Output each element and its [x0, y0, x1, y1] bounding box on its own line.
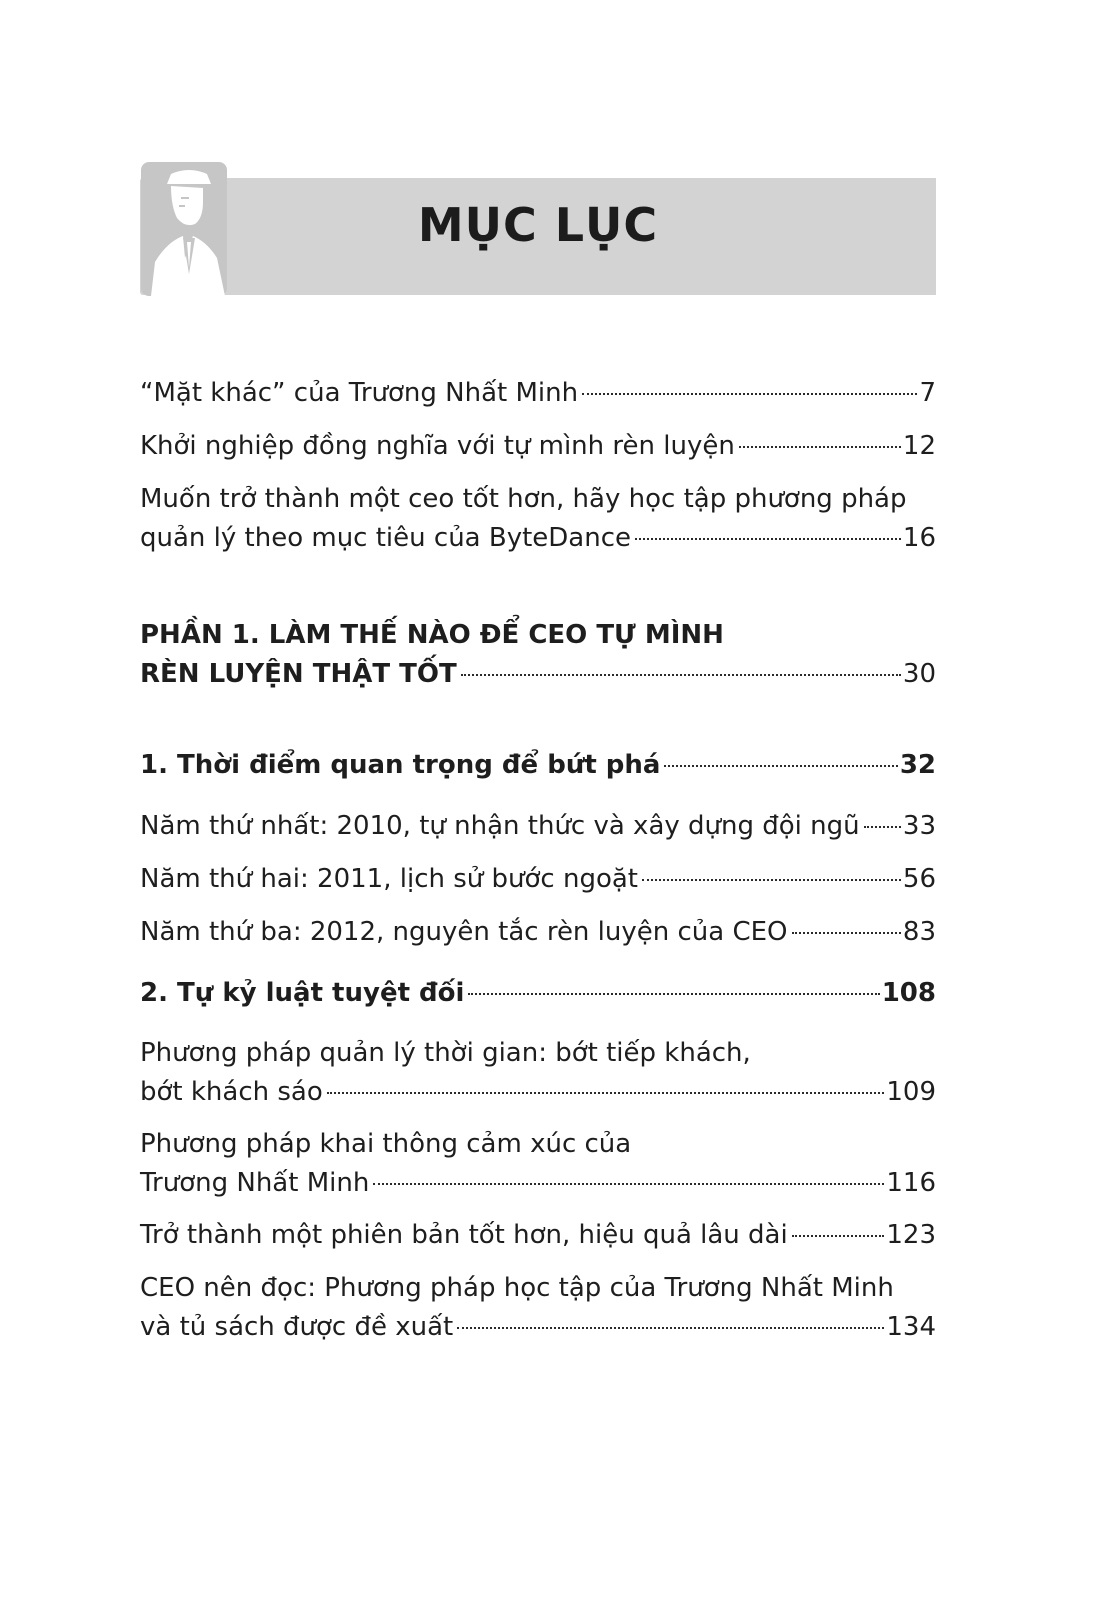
toc-entry[interactable] — [140, 427, 936, 466]
toc-entry-title: quản lý theo mục tiêu của ByteDance — [140, 523, 632, 553]
toc-page-number: 30 — [902, 659, 936, 689]
toc-entry-title: Trương Nhất Minh — [140, 1168, 370, 1198]
toc-entry-title-line: Phương pháp khai thông cảm xúc của — [140, 1129, 632, 1159]
dot-leader — [739, 446, 901, 448]
toc-entry[interactable] — [140, 807, 936, 846]
toc-entry[interactable] — [140, 860, 936, 899]
page-title: MỤC LỤC — [417, 198, 659, 252]
toc-page-number: 12 — [902, 431, 936, 461]
toc-page-number: 109 — [886, 1077, 936, 1107]
toc-page-number: 16 — [902, 523, 936, 553]
toc-entry-title: Năm thứ nhất: 2010, tự nhận thức và xây dựng đội ngũ — [140, 811, 860, 841]
toc-entry-title: 2. Tự kỷ luật tuyệt đối — [140, 978, 465, 1008]
toc-entry-title: RÈN LUYỆN THẬT TỐT — [140, 659, 457, 689]
toc-entry-title-line: PHẦN 1. LÀM THẾ NÀO ĐỂ CEO TỰ MÌNH — [140, 620, 724, 650]
dot-leader — [864, 826, 901, 828]
dot-leader — [582, 393, 917, 395]
toc-page-number: 134 — [886, 1312, 936, 1342]
toc-entry[interactable] — [140, 1269, 936, 1347]
dot-leader — [373, 1183, 884, 1185]
toc-page-number: 123 — [886, 1220, 936, 1250]
toc-chapter-heading[interactable] — [140, 974, 936, 1013]
toc-page-number: 7 — [919, 378, 936, 408]
dot-leader — [642, 879, 901, 881]
toc-entry-title-line: CEO nên đọc: Phương pháp học tập của Trương Nhất Minh — [140, 1273, 894, 1303]
toc-entry[interactable] — [140, 374, 936, 413]
dot-leader — [792, 932, 901, 934]
toc-entry-title: 1. Thời điểm quan trọng để bứt phá — [140, 750, 661, 780]
toc-page-number: 83 — [902, 917, 936, 947]
toc-entry-title: Khởi nghiệp đồng nghĩa với tự mình rèn luyện — [140, 431, 735, 461]
toc-entry-title: bớt khách sáo — [140, 1077, 323, 1107]
toc-page-number: 108 — [881, 978, 936, 1008]
toc-entry-title-line: Phương pháp quản lý thời gian: bớt tiếp khách, — [140, 1038, 751, 1068]
toc-entry-title: Trở thành một phiên bản tốt hơn, hiệu quả lâu dài — [140, 1220, 788, 1250]
toc-page-number: 116 — [886, 1168, 936, 1198]
toc-page-number: 32 — [899, 750, 936, 780]
toc-entry-title: Năm thứ ba: 2012, nguyên tắc rèn luyện của CEO — [140, 917, 788, 947]
toc-entry[interactable] — [140, 913, 936, 952]
toc-part-heading[interactable] — [140, 616, 936, 694]
toc-entry-title-line: Muốn trở thành một ceo tốt hơn, hãy học tập phương pháp — [140, 484, 907, 514]
dot-leader — [327, 1092, 885, 1094]
toc-entry-title: và tủ sách được đề xuất — [140, 1312, 454, 1342]
toc-entry[interactable] — [140, 480, 936, 558]
dot-leader — [457, 1327, 884, 1329]
toc-chapter-heading[interactable] — [140, 746, 936, 785]
dot-leader — [635, 538, 901, 540]
toc-entry[interactable] — [140, 1034, 936, 1112]
toc-page-number: 56 — [902, 864, 936, 894]
dot-leader — [468, 993, 879, 995]
dot-leader — [664, 765, 897, 767]
dot-leader — [792, 1235, 885, 1237]
toc-entry-title: Năm thứ hai: 2011, lịch sử bước ngoặt — [140, 864, 638, 894]
toc-entry-title: “Mặt khác” của Trương Nhất Minh — [140, 378, 579, 408]
toc-entry[interactable] — [140, 1216, 936, 1255]
toc-page-number: 33 — [902, 811, 936, 841]
dot-leader — [461, 674, 901, 676]
toc-entry[interactable] — [140, 1125, 936, 1203]
